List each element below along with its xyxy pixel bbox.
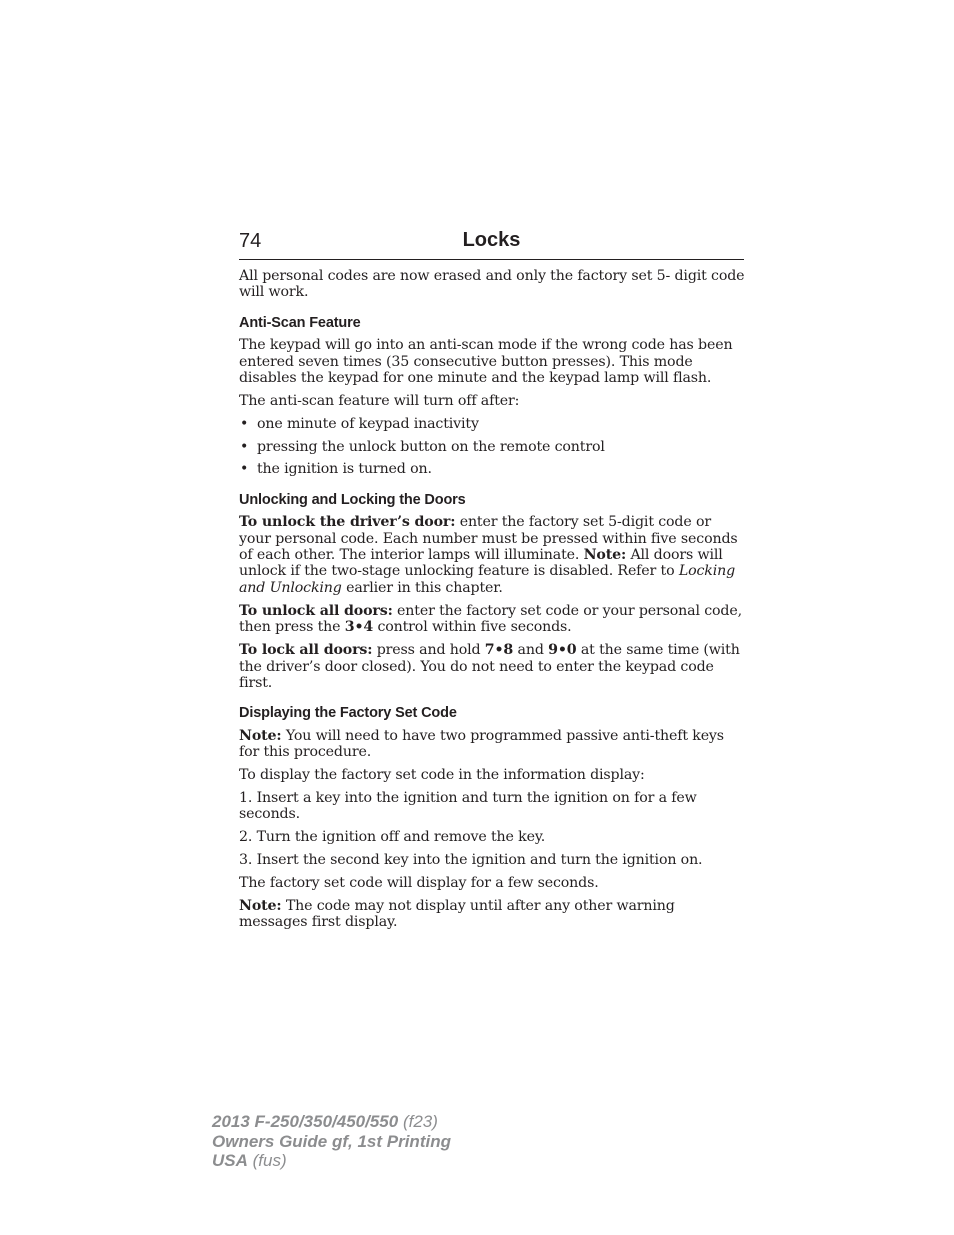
anti-scan-paragraph: The keypad will go into an anti-scan mode if the wrong code has been entered seven times (35 consecutive button presses). This mode disables the keypad for one minute and the keypad lamp will flash. (239, 337, 733, 387)
factory-note2-paragraph: Note: The code may not display until after any other warning messages first display. (239, 898, 675, 931)
cross-reference: Locking and Unlocking (239, 563, 736, 596)
page-footer (212, 1112, 451, 1171)
unlock-driver-paragraph: To unlock the driver’s door: enter the factory set 5-digit code or your personal code. Each number must be pressed within five seconds of each other. The interior lamps will illuminate. Note: All doors will unlock if the two-stage unlocking feature is disabled. Refer to Locking and Unlocking earlier in this chapter. (239, 514, 738, 596)
page-title: Locks (462, 229, 521, 251)
list-item: • the ignition is turned on. (240, 461, 432, 478)
list-item: • pressing the unlock button on the remote control (240, 438, 605, 455)
factory-display-paragraph: The factory set code will display for a few seconds. (239, 875, 599, 892)
section-heading-factory-code: Displaying the Factory Set Code (239, 705, 457, 722)
section-heading-unlocking: Unlocking and Locking the Doors (239, 491, 466, 508)
lock-all-paragraph: To lock all doors: press and hold 7•8 and 9•0 at the same time (with the driver’s door closed). You do not need to enter the keypad code first. (239, 642, 740, 691)
section-heading-anti-scan: Anti-Scan Feature (239, 314, 361, 331)
footer-line-region: USA (fus) (212, 1151, 287, 1170)
factory-note-paragraph: Note: You will need to have two programmed passive anti-theft keys for this procedure. (239, 727, 724, 761)
footer-line-model: 2013 F-250/350/450/550 (f23) (212, 1112, 438, 1131)
factory-intro-paragraph: To display the factory set code in the information display: (239, 767, 645, 784)
intro-paragraph: All personal codes are now erased and only the factory set 5- digit code will work. (239, 268, 745, 301)
page-number: 74 (239, 230, 262, 252)
anti-scan-intro: The anti-scan feature will turn off after: (239, 393, 520, 410)
unlock-all-paragraph: To unlock all doors: enter the factory set code or your personal code, then press the 3•4 control within five seconds. (239, 602, 742, 636)
bullet-icon: • (240, 438, 249, 455)
step-1: 1. Insert a key into the ignition and turn the ignition on for a few seconds. (239, 790, 697, 823)
step-3: 3. Insert the second key into the ignition and turn the ignition on. (239, 852, 703, 869)
page-header (239, 228, 744, 260)
bullet-icon: • (240, 461, 249, 478)
anti-scan-list (239, 416, 747, 478)
footer-line-guide: Owners Guide gf, 1st Printing (212, 1131, 451, 1151)
page-content (239, 268, 747, 937)
step-2: 2. Turn the ignition off and remove the key. (239, 829, 546, 846)
bullet-icon: • (240, 415, 249, 432)
list-item: • one minute of keypad inactivity (240, 415, 479, 432)
